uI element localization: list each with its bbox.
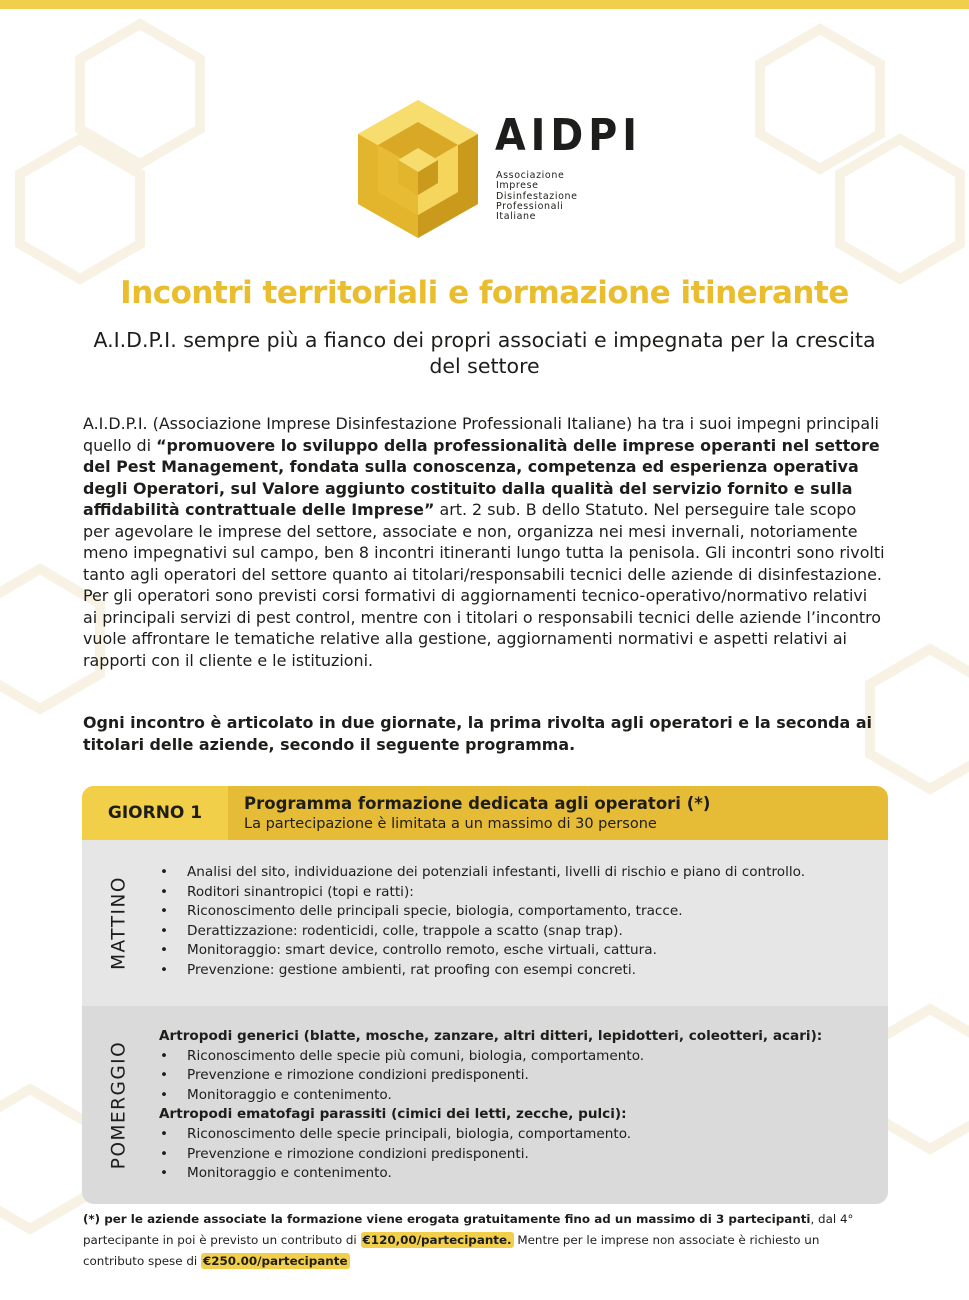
list-heading: Artropodi ematofagi parassiti (cimici dei letti, zecche, pulci):: [159, 1106, 627, 1123]
logo-title: AIDPI: [495, 110, 642, 161]
morning-row: [82, 840, 888, 1006]
program-header: [82, 786, 888, 840]
afternoon-list: [159, 1027, 822, 1184]
afternoon-label: POMERGGIO: [108, 1040, 130, 1170]
program-title: Programma formazione dedicata agli operatori (*): [244, 794, 711, 813]
program-table: [82, 786, 888, 1204]
list-heading: Artropodi generici (blatte, mosche, zanzare, altri ditteri, lepidotteri, coleotteri, acari):: [159, 1028, 823, 1044]
program-intro: Ogni incontro è articolato in due giornate, la prima rivolta agli operatori e la seconda ai titolari delle aziende, secondo il seguente programma.: [83, 713, 872, 754]
aidpi-logo: [358, 100, 642, 240]
hexagon-cube-icon: [358, 100, 478, 238]
day-label: GIORNO 1: [107, 803, 203, 823]
page-subtitle: A.I.D.P.I. sempre più a fianco dei propri associati e impegnata per la crescita del settore: [93, 328, 876, 378]
day-cell: [82, 786, 228, 840]
afternoon-row: [82, 1006, 888, 1204]
program-subtitle: La partecipazione è limitata a un massimo di 30 persone: [244, 816, 657, 832]
list-item: • Riconoscimento delle specie principali, biologia, comportamento.: [159, 1125, 822, 1145]
morning-label: MATTINO: [108, 876, 130, 970]
list-item: • Roditori sinantropici (topi e ratti):: [159, 883, 805, 903]
list-item: • Riconoscimento delle principali specie, biologia, comportamento, tracce.: [159, 902, 805, 922]
price-highlight-non-members: €250.00/partecipante: [202, 1254, 348, 1268]
intro-paragraph: A.I.D.P.I. (Associazione Imprese Disinfestazione Professionali Italiane) ha tra i suoi impegni principali quello di “promuovere lo sviluppo della professionalità delle imprese operanti nel settore del Pest Management, fondata sulla conoscenza, competenza ed esperienza operativa degli Operatori, sul Valore aggiunto costituito dalla qualità del servizio fornito e sulla affidabilità contrattuale delle Imprese” art. 2 sub. B dello Statuto. Nel perseguire tale scopo per agevolare le imprese del settore, associate e non, organizza nei mesi invernali, notoriamente meno impegnativi sul campo, ben 8 incontri itineranti lungo tutta la penisola. Gli incontri sono rivolti tanto agli operatori del settore quanto ai titolari/responsabili tecnici delle aziende di disinfestazione. Per gli operatori sono previsti corsi formativi di aggiornamenti tecnico-operativo/normativo relativi ai principali servizi di pest control, mentre con i titolari o responsabili tecnici delle aziende l’incontro vuole affrontare le tematiche relative alla gestione, aggiornamenti normativi e aspetti relativi ai rapporti con il cliente e le istituzioni.: [83, 414, 885, 670]
list-item: • Monitoraggio e contenimento.: [159, 1164, 822, 1184]
list-item: • Monitoraggio: smart device, controllo remoto, esche virtuali, cattura.: [159, 941, 805, 961]
list-item: • Analisi del sito, individuazione dei potenziali infestanti, livelli di rischio e piano di controllo.: [159, 863, 805, 883]
price-highlight-members: €120,00/partecipante.: [362, 1233, 512, 1247]
list-item: • Derattizzazione: rodenticidi, colle, trappole a scatto (snap trap).: [159, 922, 805, 942]
footnote: (*) per le aziende associate la formazione viene erogata gratuitamente fino ad un massimo di 3 partecipanti, dal 4° partecipante in poi è previsto un contributo di €120,00/partecipante. Mentre per le imprese non associate è richiesto un contributo spese di €250.00/partecipante: [83, 1212, 854, 1268]
list-item: • Prevenzione e rimozione condizioni predisponenti.: [159, 1066, 822, 1086]
statute-quote: “promuovere lo sviluppo della professionalità delle imprese operanti nel settore del Pest Management, fondata sulla conoscenza, competenza ed esperienza operativa degli Operatori, sul Valore aggiunto costituito dalla qualità del servizio fornito e sulla affidabilità contrattuale delle Imprese”: [83, 435, 880, 519]
page-title: Incontri territoriali e formazione itinerante: [120, 275, 849, 311]
list-item: • Prevenzione e rimozione condizioni predisponenti.: [159, 1145, 822, 1165]
morning-list: [159, 863, 805, 981]
list-item: • Monitoraggio e contenimento.: [159, 1086, 822, 1106]
list-item: • Riconoscimento delle specie più comuni, biologia, comportamento.: [159, 1047, 822, 1067]
list-item: • Prevenzione: gestione ambienti, rat proofing con esempi concreti.: [159, 961, 805, 981]
logo-subtitle: Associazione Imprese Disinfestazione Professionali Italiane: [496, 170, 578, 223]
